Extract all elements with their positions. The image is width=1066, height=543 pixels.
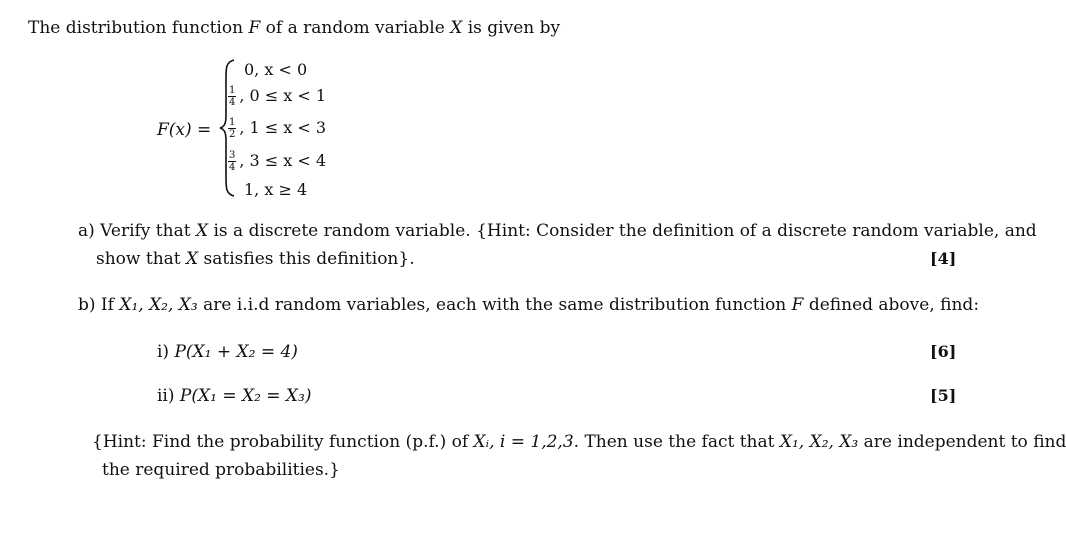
part-b-i-marks: [6] [930, 342, 957, 361]
fraction-numerator: 1 [229, 85, 236, 96]
part-b-text: b) If [78, 295, 120, 315]
part-b-i [157, 341, 298, 363]
hint-line-1 [92, 431, 1066, 453]
function-lhs: F(x) = [157, 120, 212, 140]
hint-text-mid: . Then use the fact that [573, 432, 780, 452]
case-row-5 [244, 180, 307, 199]
hint-line-2 [102, 459, 340, 481]
symbol-F: F [248, 18, 261, 38]
part-b-ii-marks: [5] [930, 386, 957, 405]
symbol-Xi: Xᵢ, [473, 432, 495, 452]
part-b-text-mid: are i.i.d random variables, each with the same distribution function [197, 295, 792, 315]
part-a-line-2 [96, 248, 415, 270]
case-row-1 [244, 60, 307, 79]
fraction-denominator: 4 [229, 97, 236, 108]
part-b-i-label: i) [157, 342, 175, 362]
variables-X1-X2-X3: X₁, X₂, X₃ [119, 295, 198, 315]
part-b-ii [157, 385, 311, 407]
fraction-denominator: 2 [229, 129, 236, 140]
part-b-ii-expression: P(X₁ = X₂ = X₃) [179, 386, 312, 406]
symbol-X: X [450, 18, 463, 38]
part-b-ii-label: ii) [157, 386, 180, 406]
fraction-numerator: 1 [229, 117, 236, 128]
part-a-text-cont: is a discrete random variable. {Hint: Consider the definition of a discrete random variable, and [208, 221, 1037, 241]
index-range: i = 1,2,3 [494, 432, 574, 452]
case-text: , 0 ≤ x < 1 [239, 86, 327, 105]
symbol-X: X [195, 221, 209, 241]
fraction [228, 150, 236, 173]
case-text: , 3 ≤ x < 4 [239, 151, 327, 170]
case-row-4 [228, 150, 326, 173]
intro-text: The distribution function [28, 18, 249, 38]
part-a-text: a) Verify that [78, 221, 196, 241]
symbol-F: F [791, 295, 804, 315]
variables-X1-X2-X3: X₁, X₂, X₃ [779, 432, 859, 452]
intro-line [28, 17, 560, 39]
fraction [228, 117, 236, 140]
case-text: , 1 ≤ x < 3 [239, 118, 327, 137]
fraction [228, 85, 236, 108]
hint-text: {Hint: Find the probability function (p.f.) of [92, 432, 474, 452]
intro-text-mid: of a random variable [260, 18, 451, 38]
case-row-2 [228, 85, 326, 108]
part-b-line [78, 294, 979, 316]
fraction-numerator: 3 [229, 150, 236, 161]
part-a-text-end: satisfies this definition}. [198, 249, 415, 269]
part-b-i-expression: P(X₁ + X₂ = 4) [174, 342, 298, 362]
case-text: 0, x < 0 [244, 60, 308, 79]
hint-text-end: are independent to find [858, 432, 1066, 452]
part-a-line-1 [78, 220, 1037, 242]
symbol-X: X [186, 249, 199, 269]
case-row-3 [228, 117, 326, 140]
part-a-marks: [4] [930, 249, 957, 268]
hint-text: the required probabilities.} [102, 460, 340, 480]
part-b-text-end: defined above, find: [803, 295, 980, 315]
part-a-text: show that [96, 249, 187, 269]
case-text: 1, x ≥ 4 [244, 180, 308, 199]
fraction-denominator: 4 [229, 162, 236, 173]
intro-text-end: is given by [462, 18, 561, 38]
